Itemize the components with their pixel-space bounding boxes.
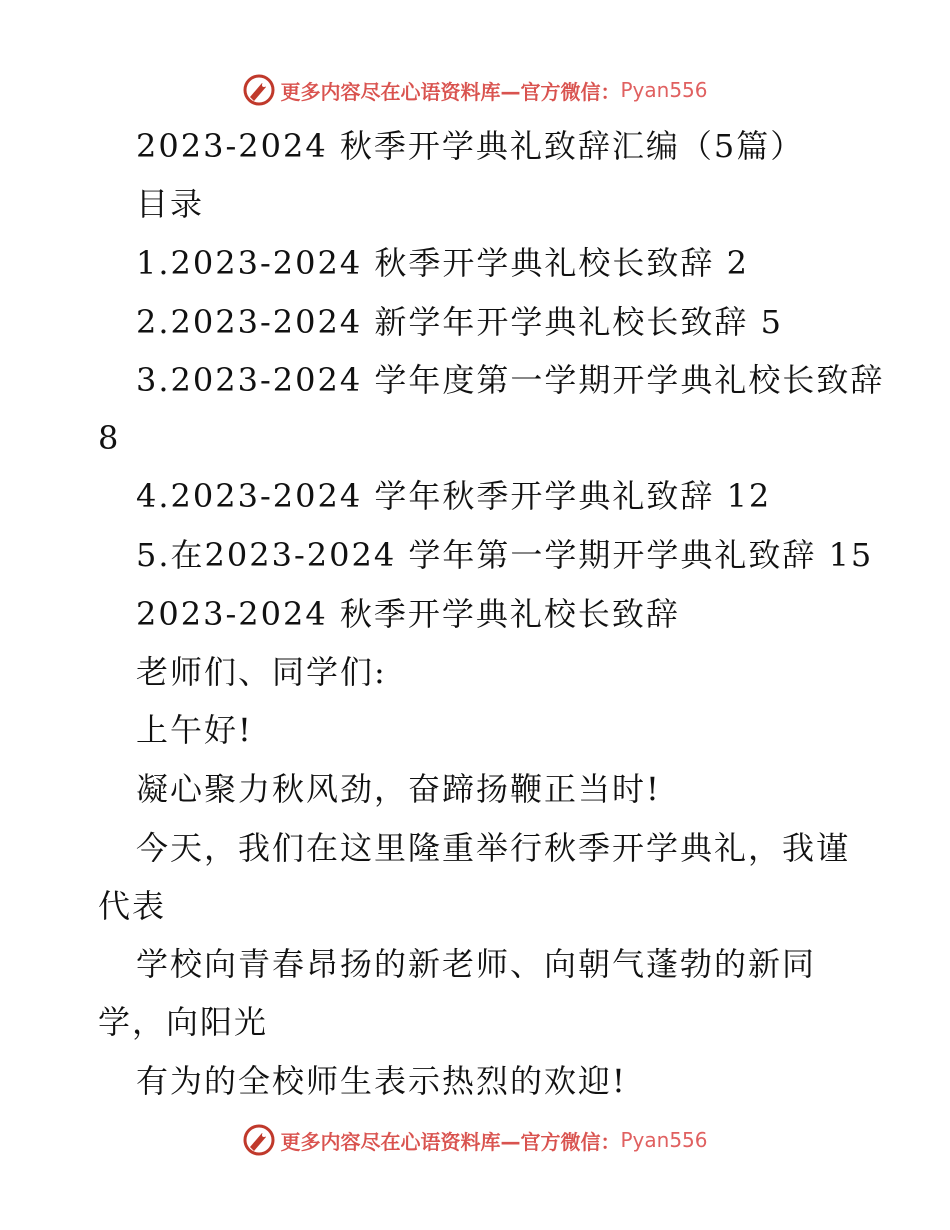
toc-item: 5.在2023-2024 学年第一学期开学典礼致辞 15	[136, 536, 874, 574]
toc-item: 4.2023-2024 学年秋季开学典礼致辞 12	[136, 477, 772, 515]
toc-item: 3.2023-2024 学年度第一学期开学典礼校长致辞	[136, 361, 885, 399]
body-paragraph: 凝心聚力秋风劲，奋蹄扬鞭正当时!	[136, 770, 661, 808]
body-paragraph: 今天，我们在这里隆重举行秋季开学典礼，我谨	[136, 829, 851, 867]
toc-heading: 目录	[136, 185, 205, 223]
body-paragraph: 学，向阳光	[98, 1003, 269, 1041]
toc-item: 1.2023-2024 秋季开学典礼校长致辞 2	[136, 244, 749, 282]
banner-wechat-id: Pyan556	[620, 1128, 708, 1152]
document-title: 2023-2024 秋季开学典礼致辞汇编（5篇）	[136, 127, 805, 165]
body-paragraph: 老师们、同学们:	[136, 653, 387, 691]
body-paragraph: 上午好!	[136, 711, 253, 749]
toc-item-page-number: 8	[98, 419, 121, 457]
section-title: 2023-2024 秋季开学典礼校长致辞	[136, 595, 680, 633]
toc-item: 2.2023-2024 新学年开学典礼校长致辞 5	[136, 303, 783, 341]
body-paragraph: 有为的全校师生表示热烈的欢迎!	[136, 1062, 627, 1100]
banner-wechat-id: Pyan556	[620, 78, 708, 102]
banner-text: 更多内容尽在心语资料库—官方微信：	[280, 1129, 621, 1154]
body-paragraph: 学校向青春昂扬的新老师、向朝气蓬勃的新同	[136, 945, 817, 983]
pen-logo-icon	[242, 1123, 276, 1157]
pen-logo-icon	[242, 73, 276, 107]
header-banner	[0, 70, 950, 110]
body-paragraph: 代表	[98, 887, 167, 925]
banner-text: 更多内容尽在心语资料库—官方微信：	[280, 79, 621, 104]
footer-banner	[0, 1120, 950, 1160]
